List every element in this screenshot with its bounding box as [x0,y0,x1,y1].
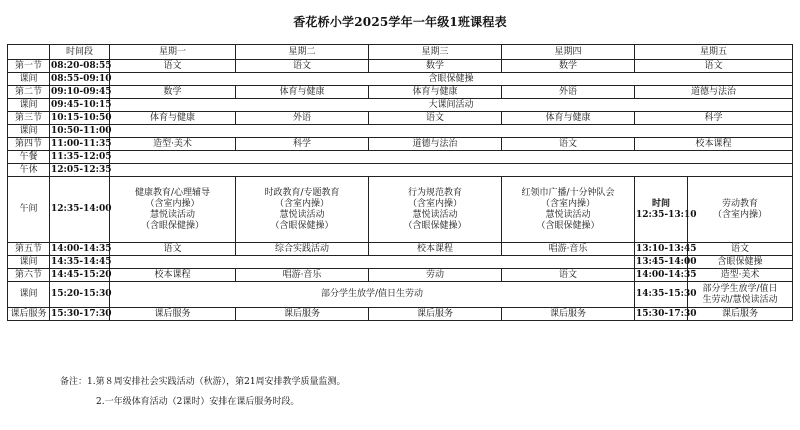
period-time: 14:45-15:20 [51,269,112,280]
noon-line: 红领巾广播/十分钟队会 [521,187,615,198]
period-label: 午间 [8,177,50,243]
noon-line: （含眼保健操） [403,220,467,231]
row-break-3 [8,125,793,138]
period-time: 12:35-14:00 [50,177,110,243]
cell-mon: 课后服务 [110,308,236,321]
header-thu: 星期四 [502,45,635,60]
row-period-1 [8,60,793,73]
cell-thu [502,177,635,243]
cell-wed: 语文 [369,112,502,125]
row-rest [8,164,793,177]
period-label: 第一节 [8,60,50,73]
row-break-1 [8,73,793,86]
cell-mon: 语文 [110,60,236,73]
period-time: 15:30-17:30 [51,308,112,319]
cell-fri: 道德与法治 [635,86,793,99]
cell-fri: 科学 [635,112,793,125]
period-label: 午餐 [8,151,50,164]
noon-line: （含室内操） [540,198,595,209]
fri-time-cell: 15:30-17:30 [636,308,697,319]
cell-empty [110,164,793,177]
period-time: 08:20-08:55 [51,60,112,71]
noon-line: 慧悦读活动 [149,209,195,220]
cell-empty [110,256,635,269]
page-title: 香花桥小学2025学年一年级1班课程表 [293,15,507,29]
cell-fri: 校本课程 [635,138,793,151]
header-wed: 星期三 [369,45,502,60]
cell-wed: 体育与健康 [369,86,502,99]
cell-mon [110,177,236,243]
period-label: 第四节 [8,138,50,151]
cell-fri: 造型·美术 [688,269,793,282]
period-label: 午休 [8,164,50,177]
period-label: 第二节 [8,86,50,99]
cell-thu: 语文 [502,269,635,282]
cell-tue: 外语 [236,112,369,125]
fri-line: 生劳动/慧悦读活动 [702,294,778,305]
period-label: 第五节 [8,243,50,256]
cell-wed: 道德与法治 [369,138,502,151]
header-time: 时间段 [50,45,110,60]
noon-line: 时政教育/专题教育 [264,187,340,198]
cell-fri: 课后服务 [688,308,793,321]
period-time: 09:45-10:15 [51,99,112,110]
fri-time-cell: 13:10-13:45 [636,243,697,254]
fri-time-value: 12:35-13:10 [636,209,697,220]
cell-fri [688,177,793,243]
cell-all: 大课间活动 [110,99,793,112]
period-time: 15:20-15:30 [50,282,110,308]
cell-mon: 造型·美术 [110,138,236,151]
cell-thu: 数学 [502,60,635,73]
cell-empty [110,151,793,164]
header-fri: 星期五 [635,45,793,60]
period-time: 14:35-14:45 [51,256,112,267]
fri-time-cell: 14:00-14:35 [636,269,697,280]
noon-line: 慧悦读活动 [279,209,325,220]
period-time: 14:00-14:35 [51,243,112,254]
cell-tue: 综合实践活动 [236,243,369,256]
noon-line: 行为规范教育 [407,187,462,198]
cell-fri: 含眼保健操 [688,256,793,269]
noon-line: （含室内操） [145,198,200,209]
notes [60,372,346,412]
cell-thu: 语文 [502,138,635,151]
cell-fri: 语文 [688,243,793,256]
cell-mon: 体育与健康 [110,112,236,125]
noon-line: （含室内操） [407,198,462,209]
fri-time-cell: 14:35-15:30 [635,282,688,308]
row-lunch [8,151,793,164]
period-label: 第六节 [8,269,50,282]
period-label: 课间 [8,125,50,138]
cell-thu: 体育与健康 [502,112,635,125]
cell-thu: 课后服务 [502,308,635,321]
header-period [8,45,50,60]
cell-thu: 唱游·音乐 [502,243,635,256]
noon-line: （含眼保健操） [270,220,334,231]
cell-wed: 课后服务 [369,308,502,321]
cell-tue [236,177,369,243]
cell-empty [110,125,793,138]
period-time: 08:55-09:10 [51,73,112,84]
period-time: 10:15-10:50 [51,112,112,123]
cell-wed: 劳动 [369,269,502,282]
cell-mon-thu: 部分学生放学/值日生劳动 [110,282,635,308]
cell-tue: 语文 [236,60,369,73]
period-time: 11:00-11:35 [51,138,112,149]
period-label: 第三节 [8,112,50,125]
timetable [7,44,793,321]
cell-mon: 数学 [110,86,236,99]
fri-time-label: 时间 [651,198,670,209]
header-row [8,45,793,60]
period-label: 课后服务 [8,308,50,321]
cell-all: 含眼保健操 [110,73,793,86]
cell-wed: 校本课程 [369,243,502,256]
row-break-6 [8,282,793,308]
cell-tue: 课后服务 [236,308,369,321]
row-period-4 [8,138,793,151]
row-break-2 [8,99,793,112]
note-line-2: 2.一年级体育活动（2课时）安排在课后服务时段。 [96,397,300,407]
cell-tue: 科学 [236,138,369,151]
cell-tue: 唱游·音乐 [236,269,369,282]
period-label: 课间 [8,256,50,269]
period-label: 课间 [8,99,50,112]
cell-mon: 校本课程 [110,269,236,282]
row-noon [8,177,793,243]
period-time: 12:05-12:35 [51,164,112,175]
noon-line: 劳动教育 [722,198,759,209]
note-line-1: 备注：1.第８周安排社会实践活动（秋游），第21周安排教学质量监测。 [60,377,346,387]
header-tue: 星期二 [236,45,369,60]
cell-wed: 数学 [369,60,502,73]
row-period-5 [8,243,793,256]
noon-line: （含室内操） [713,209,768,220]
fri-time-cell [635,177,697,243]
fri-time-cell: 13:45-14:00 [636,256,697,267]
row-after-school [8,308,793,321]
noon-line: （含室内操） [274,198,329,209]
cell-wed [369,177,502,243]
row-period-3 [8,112,793,125]
cell-mon: 语文 [110,243,236,256]
noon-line: （含眼保健操） [140,220,204,231]
cell-thu: 外语 [502,86,635,99]
noon-line: 慧悦读活动 [545,209,591,220]
period-label: 课间 [8,73,50,86]
period-time: 09:10-09:45 [51,86,112,97]
period-label: 课间 [8,282,50,308]
row-period-6 [8,269,793,282]
cell-fri: 语文 [635,60,793,73]
noon-line: 健康教育/心理辅导 [134,187,211,198]
cell-tue: 体育与健康 [236,86,369,99]
noon-line: （含眼保健操） [536,220,600,231]
row-period-2 [8,86,793,99]
period-time: 10:50-11:00 [51,125,112,136]
fri-line: 部分学生放学/值日 [702,283,778,294]
row-break-5 [8,256,793,269]
noon-line: 慧悦读活动 [412,209,458,220]
header-mon: 星期一 [110,45,236,60]
period-time: 11:35-12:05 [51,151,112,162]
cell-fri [688,282,793,308]
